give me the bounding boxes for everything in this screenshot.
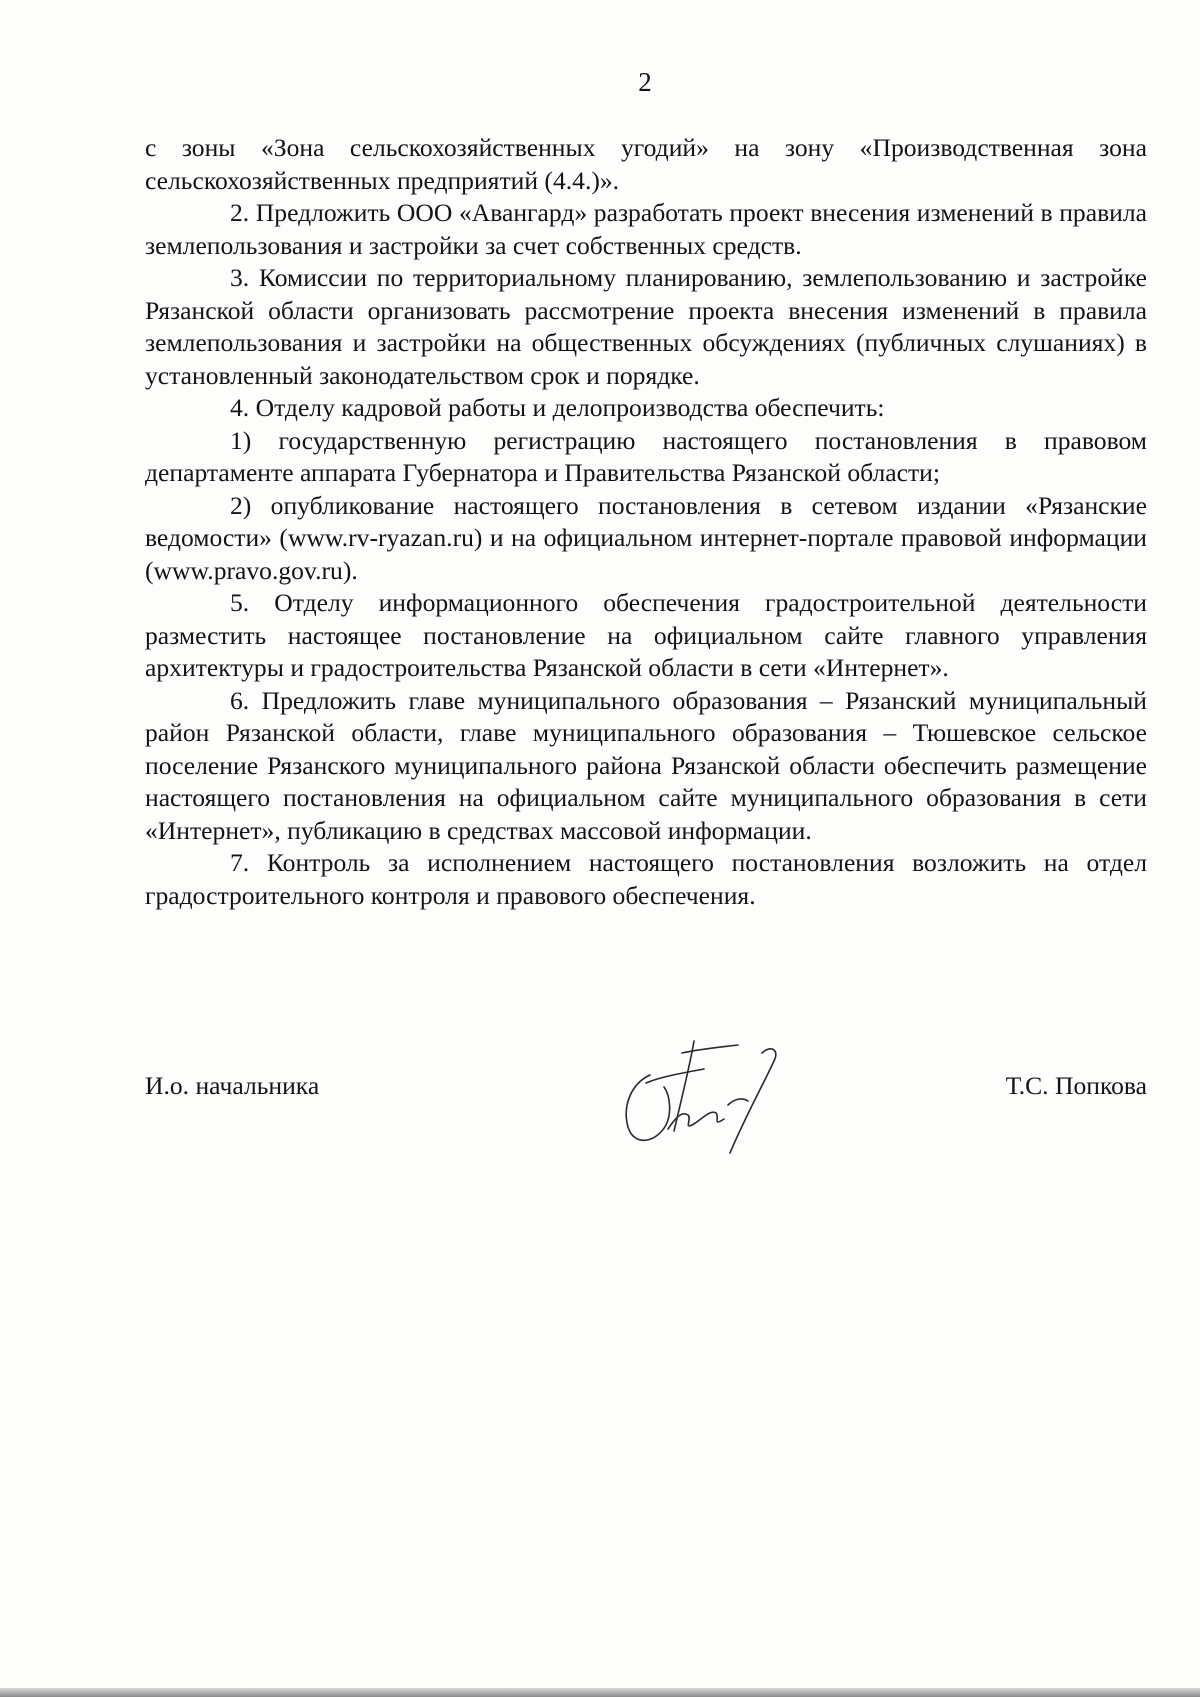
paragraph-item-4: 4. Отделу кадровой работы и делопроизводства обеспечить:	[230, 393, 885, 422]
scan-bottom-edge	[0, 1688, 1200, 1697]
paragraph-item-3: 3. Комиссии по территориальному планированию, землепользованию и застройке Рязанской области организовать рассмотрение проекта внесения изменений в правила землепользования и застройки на общественных обсуждениях (публичных слушаниях) в установленный законодательством срок и порядке.	[145, 263, 1147, 390]
paragraph-item-5: 5. Отделу информационного обеспечения градостроительной деятельности разместить настоящее постановление на официальном сайте главного управления архитектуры и градостроительства Рязанской области в сети «Интернет».	[145, 588, 1147, 682]
page-number: 2	[638, 67, 652, 97]
paragraph-item-6: 6. Предложить главе муниципального образования – Рязанский муниципальный район Рязанской области, главе муниципального образования – Тюшевское сельское поселение Рязанского муниципального района Рязанской области обеспечить размещение настоящего постановления на официальном сайте муниципального образования в сети «Интернет», публикацию в средствах массовой информации.	[145, 685, 1147, 845]
signer-name: Т.С. Попкова	[1005, 1071, 1147, 1100]
paragraph-zone-change: с зоны «Зона сельскохозяйственных угодий» на зону «Производственная зона сельскохозяйственных предприятий (4.4.)».	[145, 133, 1147, 195]
paragraph-item-4-2: 2) опубликование настоящего постановления в сетевом издании «Рязанские ведомости» (www.rv-ryazan.ru) и на официальном интернет-портале правовой информации (www.pravo.gov.ru).	[145, 490, 1147, 585]
paragraph-item-2: 2. Предложить ООО «Авангард» разработать проект внесения изменений в правила землепользования и застройки за счет собственных средств.	[145, 198, 1147, 260]
paragraph-item-4-1: 1) государственную регистрацию настоящего постановления в правовом департаменте аппарата Губернатора и Правительства Рязанской области;	[145, 425, 1147, 487]
document-body	[145, 132, 1147, 912]
paragraph-item-7: 7. Контроль за исполнением настоящего постановления возложить на отдел градостроительного контроля и правового обеспечения.	[145, 848, 1147, 910]
position-title: И.о. начальника	[145, 1071, 320, 1100]
handwritten-signature	[620, 1035, 795, 1160]
